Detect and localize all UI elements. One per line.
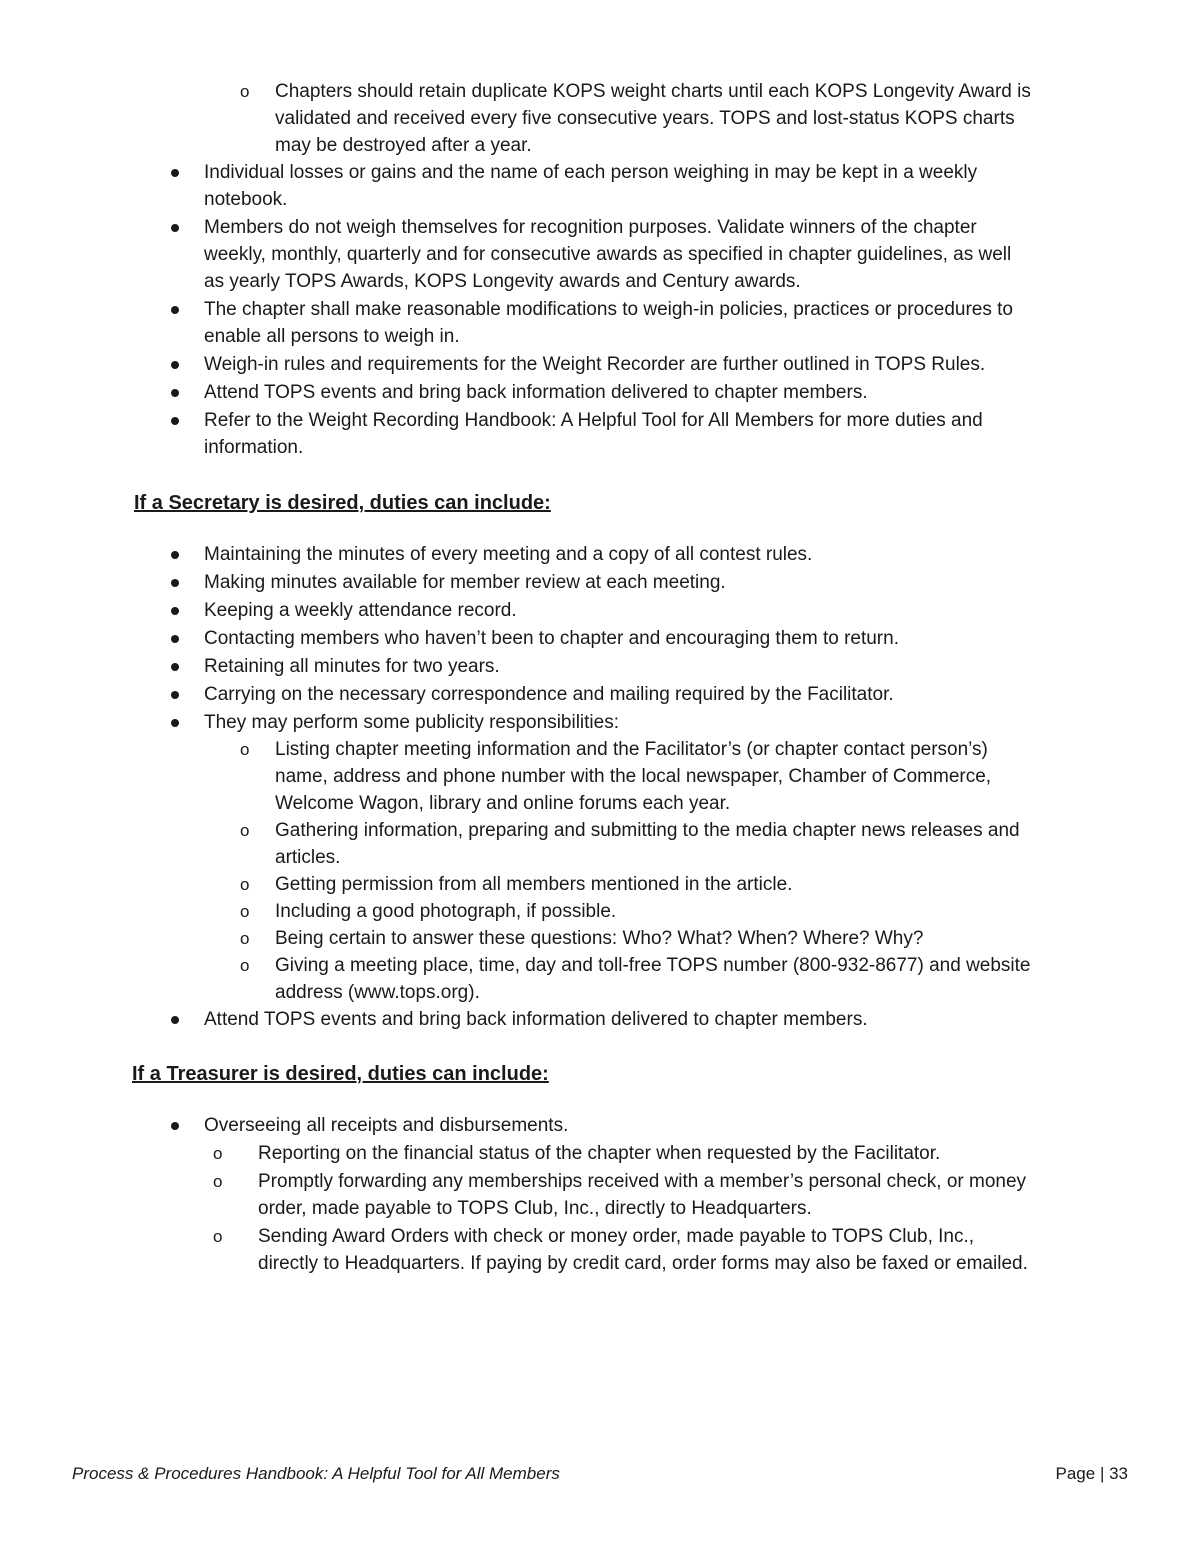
circle-bullet-icon: o: [240, 902, 250, 921]
list-item: [0, 681, 1024, 708]
bullet-icon: [171, 663, 179, 671]
secretary-section: [0, 541, 1035, 1033]
list-item-text: Overseeing all receipts and disbursements.: [204, 1115, 569, 1136]
bullet-icon: [171, 607, 179, 615]
treasurer-list: [0, 1112, 1028, 1139]
sub-list-item: [0, 736, 1035, 817]
list-item: [0, 159, 1024, 213]
bullet-icon: [171, 389, 179, 397]
list-item: [0, 1112, 1024, 1139]
circle-bullet-icon: o: [240, 82, 250, 101]
bullet-icon: [171, 1122, 179, 1130]
sub-list-item: [0, 1168, 1028, 1222]
list-item: [0, 214, 1024, 295]
list-item: [0, 569, 1024, 596]
sub-list-item-text: Including a good photograph, if possible.: [275, 901, 617, 922]
list-item-text: Contacting members who haven’t been to chapter and encouraging them to return.: [204, 628, 899, 649]
sub-list-item: [0, 898, 1035, 925]
circle-bullet-icon: o: [240, 740, 250, 759]
sub-list-item: [0, 952, 1035, 1006]
page-number: Page | 33: [1055, 1464, 1128, 1483]
publicity-sublist: [0, 736, 1035, 1006]
treasurer-section: [0, 1112, 1028, 1277]
list-item-text: Weigh-in rules and requirements for the Weight Recorder are further outlined in TOPS Rules.: [204, 354, 986, 375]
sub-list-item-text: Getting permission from all members mentioned in the article.: [275, 874, 793, 895]
list-item: [0, 653, 1024, 680]
list-item-text: Individual losses or gains and the name of each person weighing in may be kept in a weekly notebook.: [204, 162, 978, 210]
weight-recorder-continued: [0, 78, 1035, 461]
list-item: [0, 541, 1024, 568]
bullet-icon: [171, 579, 179, 587]
list-item: [0, 351, 1024, 378]
bullet-icon: [171, 691, 179, 699]
sub-list-item: [0, 1140, 1028, 1167]
bullet-icon: [171, 361, 179, 369]
list-item: [0, 625, 1024, 652]
sub-list-item-text: Listing chapter meeting information and the Facilitator’s (or chapter contact person’s) name, address and phone number with the local newspaper, Chamber of Commerce, Welcome Wagon, library and online forums each year.: [275, 739, 992, 814]
sub-list-item-text: Reporting on the financial status of the chapter when requested by the Facilitator.: [258, 1143, 941, 1164]
secretary-heading: If a Secretary is desired, duties can include:: [134, 492, 551, 514]
sub-list-item-text: Gathering information, preparing and submitting to the media chapter news releases and articles.: [275, 820, 1020, 868]
sub-list-item-text: Sending Award Orders with check or money order, made payable to TOPS Club, Inc., directly to Headquarters. If paying by credit card, order forms may also be faxed or emailed.: [258, 1226, 1028, 1274]
list-item: [0, 709, 1024, 736]
circle-bullet-icon: o: [213, 1172, 223, 1191]
sub-list-item: [0, 78, 1035, 159]
sub-list-item-text: Giving a meeting place, time, day and toll-free TOPS number (800-932-8677) and website address (www.tops.org).: [275, 955, 1031, 1003]
footer-title: Process & Procedures Handbook: A Helpful Tool for All Members: [72, 1464, 560, 1483]
list-item: [0, 1006, 1024, 1033]
sub-list-item: [0, 817, 1035, 871]
list-item-text: Maintaining the minutes of every meeting and a copy of all contest rules.: [204, 544, 813, 565]
bullet-icon: [171, 306, 179, 314]
bullet-icon: [171, 169, 179, 177]
secretary-list: [0, 541, 1035, 736]
circle-bullet-icon: o: [240, 821, 250, 840]
intro-list: [0, 159, 1035, 461]
circle-bullet-icon: o: [213, 1227, 223, 1246]
treasurer-sublist: [0, 1140, 1028, 1277]
list-item-text: Attend TOPS events and bring back information delivered to chapter members.: [204, 382, 868, 403]
list-item-text: Retaining all minutes for two years.: [204, 656, 500, 677]
list-item-text: The chapter shall make reasonable modifications to weigh-in policies, practices or procedures to enable all persons to weigh in.: [204, 299, 1013, 347]
sub-list-item: [0, 925, 1035, 952]
list-item-text: Members do not weigh themselves for recognition purposes. Validate winners of the chapter weekly, monthly, quarterly and for consecutive awards as specified in chapter guidelines, as well as yearly TOPS Awards, KOPS Longevity awards and Century awards.: [204, 217, 1012, 292]
bullet-icon: [171, 224, 179, 232]
circle-bullet-icon: o: [240, 875, 250, 894]
bullet-icon: [171, 719, 179, 727]
list-item: [0, 379, 1024, 406]
list-item-text: Attend TOPS events and bring back information delivered to chapter members.: [204, 1009, 868, 1030]
list-item-text: Making minutes available for member review at each meeting.: [204, 572, 726, 593]
list-item-text: Carrying on the necessary correspondence and mailing required by the Facilitator.: [204, 684, 894, 705]
sub-list-item-text: Chapters should retain duplicate KOPS weight charts until each KOPS Longevity Award is validated and received every five consecutive years. TOPS and lost-status KOPS charts may be destroyed after a year.: [275, 81, 1031, 156]
treasurer-heading: If a Treasurer is desired, duties can include:: [132, 1063, 549, 1085]
list-item-text: Refer to the Weight Recording Handbook: A Helpful Tool for All Members for more duties and information.: [204, 410, 983, 458]
secretary-list-end: [0, 1006, 1035, 1033]
circle-bullet-icon: o: [240, 956, 250, 975]
sub-list-item-text: Being certain to answer these questions: Who? What? When? Where? Why?: [275, 928, 924, 949]
bullet-icon: [171, 635, 179, 643]
sub-list-item-text: Promptly forwarding any memberships received with a member’s personal check, or money order, made payable to TOPS Club, Inc., directly to Headquarters.: [258, 1171, 1027, 1219]
circle-bullet-icon: o: [240, 929, 250, 948]
list-item-text: Keeping a weekly attendance record.: [204, 600, 517, 621]
sub-list-item: [0, 1223, 1028, 1277]
list-item: [0, 296, 1024, 350]
bullet-icon: [171, 417, 179, 425]
bullet-icon: [171, 551, 179, 559]
list-item-text: They may perform some publicity responsibilities:: [204, 712, 619, 733]
list-item: [0, 597, 1024, 624]
intro-sublist: [0, 78, 1035, 159]
circle-bullet-icon: o: [213, 1144, 223, 1163]
list-item: [0, 407, 1024, 461]
bullet-icon: [171, 1016, 179, 1024]
sub-list-item: [0, 871, 1035, 898]
